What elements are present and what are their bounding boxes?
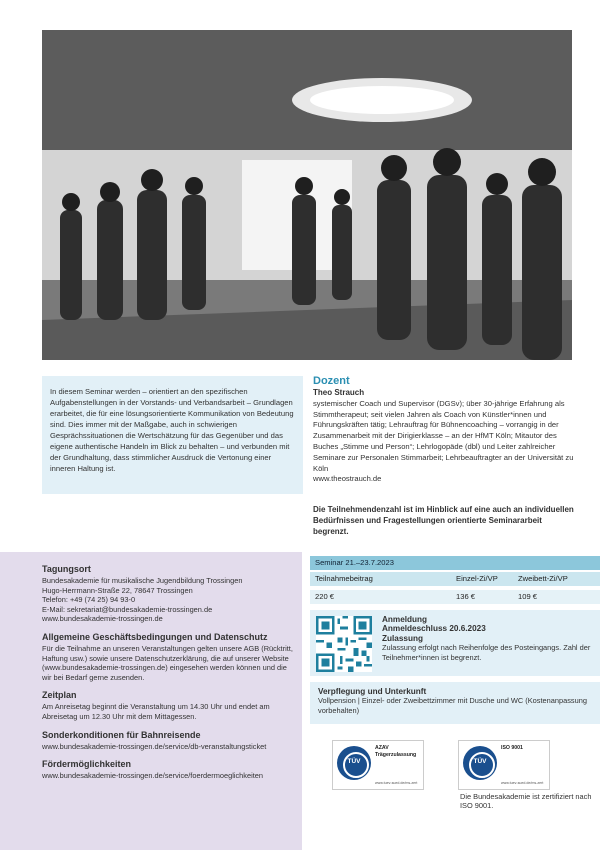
agb-heading: Allgemeine Geschäftsbedingungen und Datenschutz bbox=[42, 631, 268, 642]
dozent-bio: systemischer Coach und Supervisor (DGSv); über 30-jährige Erfahrung als Stimmtherapeut; seit vielen Jahren als Coach von Künstler*innen und Führungskräften tätig; Lehrauftrag für Bühnencoaching – vorrangig in der Zusammenarbeit mit der Dirigierklasse – an der HfMT Köln; Mitautor des Buches „Stimme und Person“; Lehrlogopäde (dbl) und Leiter zahlreicher Seminare zur Personalen Stimmarbeit; Lehrbeauftragter an der Universität zu Köln bbox=[313, 398, 574, 473]
bahn-url[interactable]: www.bundesakademie-trossingen.de/service/db-veranstaltungsticket bbox=[42, 741, 267, 751]
badge-url: www.tuev-sued.de/ms-zert bbox=[375, 781, 418, 785]
fee-value-row bbox=[310, 590, 600, 604]
info-panel bbox=[42, 564, 294, 781]
tuv-mark: TÜV bbox=[347, 758, 361, 765]
bahn-heading: Sonderkonditionen für Bahnreisende bbox=[42, 729, 201, 740]
zeitplan-heading: Zeitplan bbox=[42, 690, 77, 701]
qr-code-icon[interactable] bbox=[316, 616, 372, 672]
tagungsort-website[interactable]: www.bundesakademie-trossingen.de bbox=[42, 614, 163, 624]
participant-limit-note: Die Teilnehmendenzahl ist im Hinblick auf eine auch an individuellen Bedürfnissen und Fragestellungen orientierte Seminararbeit begrenzt. bbox=[313, 505, 574, 536]
seminar-panel bbox=[302, 552, 602, 850]
anmeldung-text bbox=[382, 615, 596, 662]
intro-text-box bbox=[42, 376, 303, 494]
fee-header-row bbox=[310, 572, 600, 586]
foerder-url[interactable]: www.bundesakademie-trossingen.de/service/foerdermoeglichkeiten bbox=[42, 771, 264, 781]
verpflegung-text: Vollpension | Einzel- oder Zweibettzimmer mit Dusche und WC (Kostenanpassung vorbehalten) bbox=[318, 696, 587, 715]
anmeldung-box bbox=[310, 610, 600, 676]
double-room-value: 109 € bbox=[518, 592, 538, 601]
tagungsort-email[interactable]: E-Mail: sekretariat@bundesakademie-trossingen.de bbox=[42, 604, 213, 614]
event-hall-photo bbox=[42, 30, 572, 360]
certification-note: Die Bundesakademie ist zertifiziert nach ISO 9001. bbox=[460, 792, 592, 811]
tuv-azav-badge bbox=[332, 740, 424, 790]
fee-value: 220 € bbox=[315, 592, 335, 601]
intro-text: In diesem Seminar werden – orientiert an den spezifischen Aufgabenstellungen in der Vorstands- und Verbandsarbeit – Grundlagen erarbeitet, die für eine lösungsorientierte Kommunikation von Bedeutung sind. Dies immer mit der Maßgabe, auch in schwierigen Gesprächssituationen die Wertschätzung für das Gegenüber und das eigene authentische Handeln im Blick zu behalten – und verbunden mit der Grundhaltung, dass stimmlicher Ausdruck die Vertonung einer inneren Haltung ist. bbox=[50, 387, 294, 473]
dozent-heading: Dozent bbox=[313, 375, 350, 387]
foerder-heading: Fördermöglichkeiten bbox=[42, 759, 132, 770]
tagungsort-line: Hugo-Herrmann-Straße 22, 78647 Trossingen bbox=[42, 585, 193, 595]
zeitplan-text: Am Anreisetag beginnt die Veranstaltung um 14.30 Uhr und endet am Abreisetag um 12.30 Uhr mit dem Mittagessen. bbox=[42, 702, 270, 721]
tagungsort-heading: Tagungsort bbox=[42, 564, 91, 574]
dozent-section bbox=[313, 374, 575, 485]
verpflegung-box bbox=[310, 682, 600, 724]
tagungsort-line: Bundesakademie für musikalische Jugendbildung Trossingen bbox=[42, 576, 243, 585]
zulassung-heading: Zulassung bbox=[382, 633, 423, 643]
badge-url: www.tuev-sued.de/ms-zert bbox=[501, 781, 544, 785]
agb-text: Für die Teilnahme an unseren Veranstaltungen gelten unsere AGB (Rücktritt, Haftung usw.) sowie unsere Datenschutzerklärung, die auf unserer Website (www.bundesakademie-trossingen.de) eingesehen werden können und die wir bei Bedarf gerne zusenden. bbox=[42, 643, 293, 682]
double-room-label: Zweibett-Zi/VP bbox=[518, 574, 568, 583]
tuv-mark: TÜV bbox=[473, 758, 487, 765]
tuv-iso-badge bbox=[458, 740, 550, 790]
fee-label: Teilnahmebeitrag bbox=[315, 574, 373, 583]
tagungsort-phone: Telefon: +49 (74 25) 94 93-0 bbox=[42, 595, 136, 605]
single-room-value: 136 € bbox=[456, 592, 476, 601]
dozent-name: Theo Strauch bbox=[313, 388, 365, 397]
badge-title: ISO 9001 bbox=[501, 745, 523, 751]
zulassung-text: Zulassung erfolgt nach Reihenfolge des Posteingangs. Zahl der Teilnehmer*innen ist begrenzt. bbox=[382, 643, 591, 662]
dozent-website[interactable]: www.theostrauch.de bbox=[313, 474, 382, 484]
single-room-label: Einzel-Zi/VP bbox=[456, 574, 498, 583]
badge-title: AZAV Trägerzulassung bbox=[375, 745, 417, 758]
anmeldung-heading: Anmeldung bbox=[382, 615, 428, 624]
anmeldung-deadline: Anmeldeschluss 20.6.2023 bbox=[382, 624, 486, 634]
verpflegung-heading: Verpflegung und Unterkunft bbox=[318, 687, 427, 696]
seminar-date-header: Seminar 21.–23.7.2023 bbox=[310, 556, 600, 570]
